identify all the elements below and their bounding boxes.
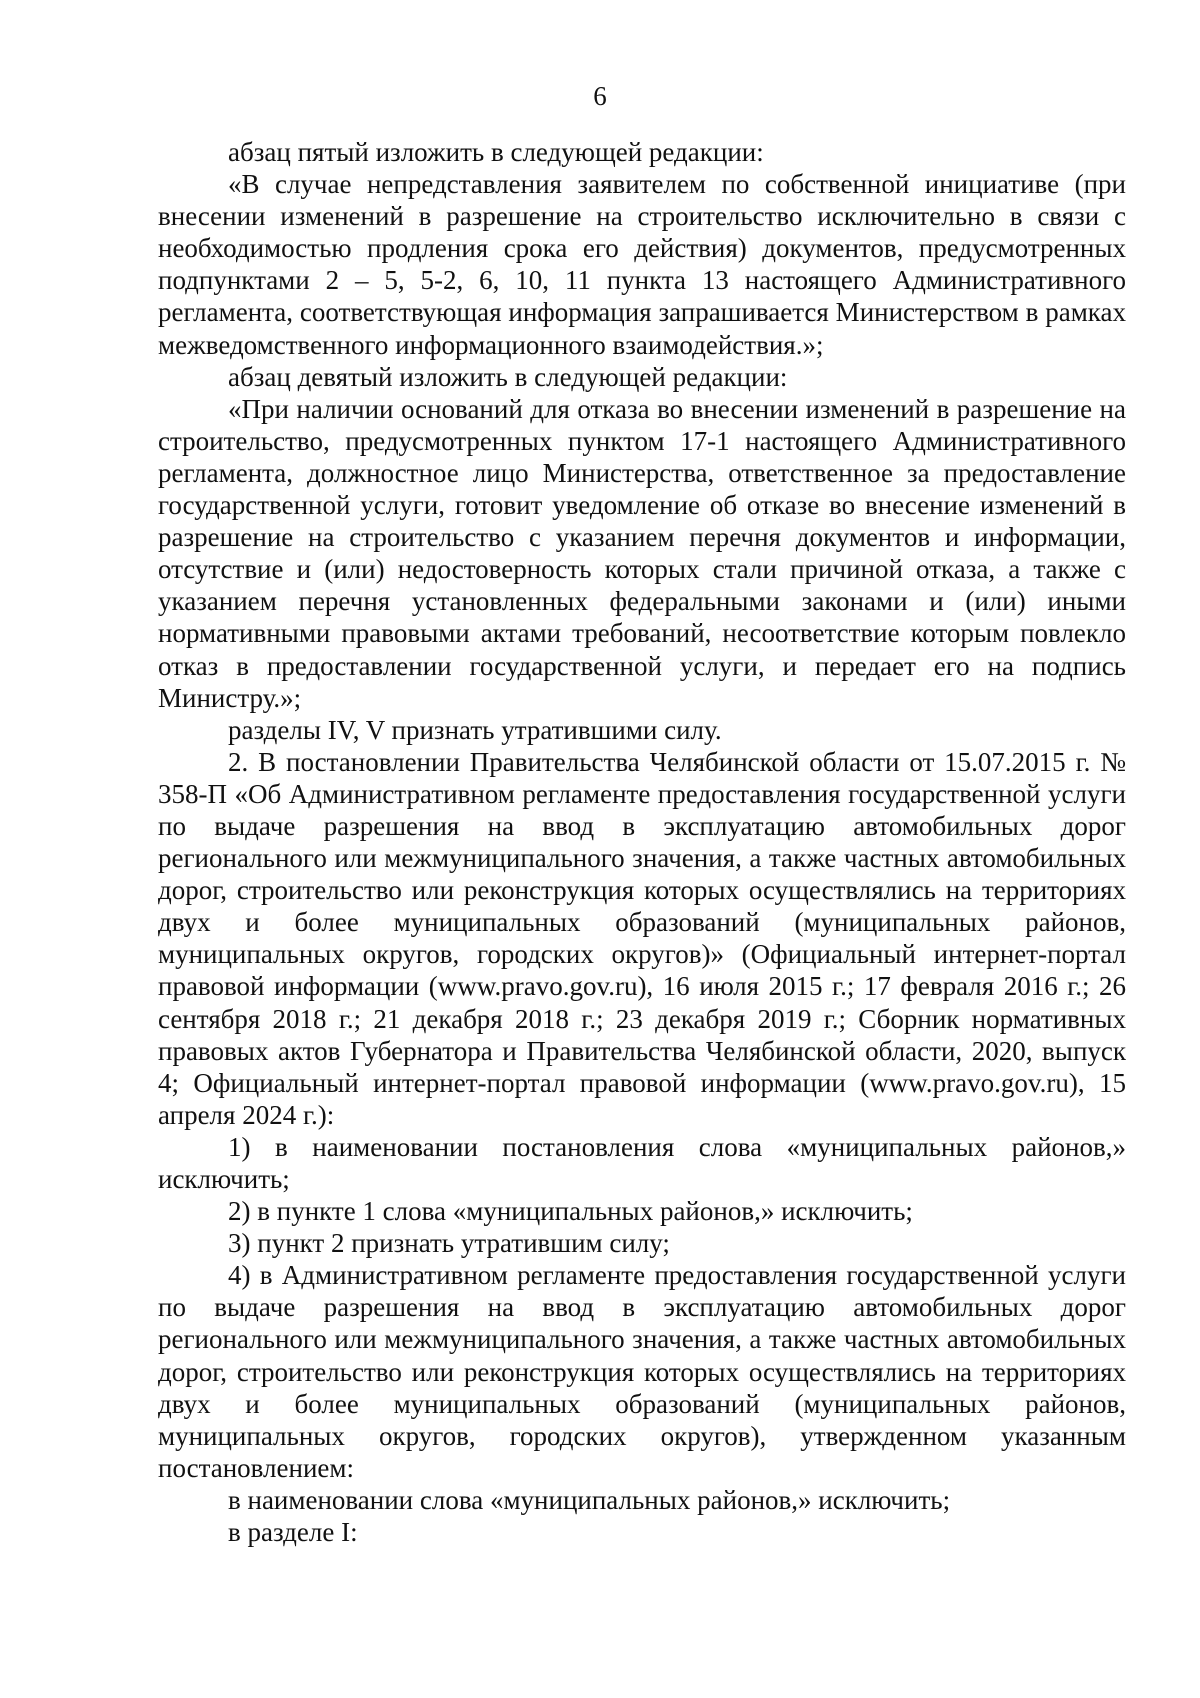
paragraph-1: абзац пятый изложить в следующей редакции: (228, 137, 764, 167)
paragraph-5: разделы IV, V признать утратившими силу. (228, 714, 722, 745)
paragraph-2: «В случае непредставления заявителем по собственной инициативе (при внесении изменений в разрешение на строительство исключительно в связи с необходимостью продления срока его действия) документов, предусмотренных подпунктами 2 – 5, 5-2, 6, 10, 11 пункта 13 настоящего Административного регламента, соответствующая информация запрашивается Министерством в рамках межведомственного информационного взаимодействия.»; (158, 169, 1126, 360)
page-number: 6 (593, 81, 607, 111)
paragraph-7: 1) в наименовании постановления слова «муниципальных районов,» исключить; (158, 1131, 1126, 1194)
paragraph-10: 4) в Административном регламенте предоставления государственной услуги по выдаче разрешения на ввод в эксплуатацию автомобильных дорог регионального или межмуниципального значения, а также частных автомобильных дорог, строительство или реконструкция которых осуществлялись на территориях двух и более муниципальных образований (муниципальных районов, муниципальных округов, городских округов), утвержденном указанным постановлением: (158, 1260, 1126, 1483)
paragraph-12: в разделе I: (228, 1517, 358, 1548)
paragraph-4: «При наличии оснований для отказа во внесении изменений в разрешение на строительство, предусмотренных пунктом 17-1 настоящего Административного регламента, должностное лицо Министерства, ответственное за предоставление государственной услуги, готовит уведомление об отказе во внесение изменений в разрешение на строительство с указанием перечня документов и информации, отсутствие и (или) недостоверность которых стали причиной отказа, а также с указанием перечня установленных федеральными законами и (или) иными нормативными правовыми актами требований, несоответствие которым повлекло отказ в предоставлении государственной услуги, и передает его на подпись Министру.»; (158, 393, 1126, 713)
paragraph-6: 2. В постановлении Правительства Челябинской области от 15.07.2015 г. № 358-П «Об Административном регламенте предоставления государственной услуги по выдаче разрешения на ввод в эксплуатацию автомобильных дорог регионального или межмуниципального значения, а также частных автомобильных дорог, строительство или реконструкция которых осуществлялись на территориях двух и более муниципальных образований (муниципальных районов, муниципальных округов, городских округов)» (Официальный интернет-портал правовой информации (www.pravo.gov.ru), 16 июля 2015 г.; 17 февраля 2016 г.; 26 сентября 2018 г.; 21 декабря 2018 г.; 23 декабря 2019 г.; Сборник нормативных правовых актов Губернатора и Правительства Челябинской области, 2020, выпуск 4; Официальный интернет-портал правовой информации (www.pravo.gov.ru), 15 апреля 2024 г.): (158, 746, 1126, 1130)
paragraph-11: в наименовании слова «муниципальных районов,» исключить; (228, 1484, 951, 1515)
paragraph-3: абзац девятый изложить в следующей редакции: (228, 361, 788, 392)
paragraph-8: 2) в пункте 1 слова «муниципальных районов,» исключить; (228, 1196, 913, 1227)
document-body (158, 136, 1126, 1548)
paragraph-9: 3) пункт 2 признать утратившим силу; (228, 1228, 670, 1259)
